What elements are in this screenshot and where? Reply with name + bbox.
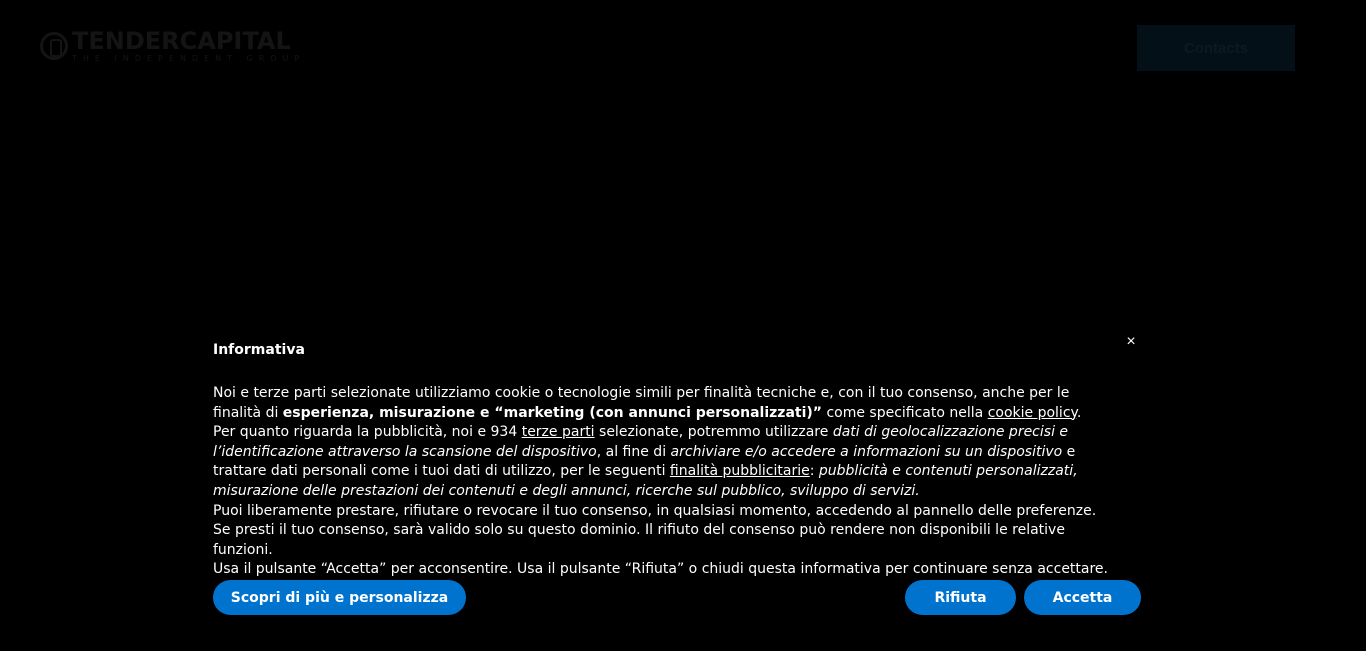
logo[interactable] — [40, 28, 305, 64]
text-segment: Per quanto riguarda la pubblicità, noi e 934 — [213, 424, 522, 441]
accept-button[interactable]: Accetta — [1024, 580, 1141, 615]
cookie-banner — [193, 326, 1161, 636]
reject-button[interactable]: Rifiuta — [905, 580, 1016, 615]
contacts-button[interactable]: Contacts — [1137, 25, 1295, 71]
text-segment: come specificato nella — [822, 404, 988, 421]
text-segment: e trattare dati personali come i tuoi dati di utilizzo, per le seguenti — [213, 443, 1076, 480]
site-header — [0, 0, 1366, 95]
italic-ad-purposes: pubblicità e contenuti personalizzati, misurazione delle prestazioni dei contenuti e degli annunci, ricerche sul pubblico, sviluppo di servizi. — [213, 463, 1078, 499]
text-segment: , al fine di — [596, 443, 671, 460]
text-segment: . — [1076, 404, 1082, 421]
italic-geolocation: dati di geolocalizzazione precisi e l’identificazione attraverso la scansione del dispositivo — [213, 424, 1069, 460]
customize-button[interactable]: Scopri di più e personalizza — [213, 580, 466, 615]
third-parties-link[interactable]: terze parti — [521, 424, 595, 441]
text-segment: selezionate, potremmo utilizzare — [594, 424, 833, 441]
banner-paragraph-advertising — [213, 423, 1118, 501]
text-segment: Noi e terze parti selezionate utilizziamo cookie o tecnologie simili per finalità tecniche e, con il tuo consenso, anche per le finalità di — [213, 385, 1070, 421]
banner-paragraph-instructions: Usa il pulsante “Accetta” per acconsentire. Usa il pulsante “Rifiuta” o chiudi questa informativa per continuare senza accettare. — [213, 561, 1108, 578]
logo-mark-icon — [40, 32, 68, 60]
bold-purposes: esperienza, misurazione e “marketing (con annunci personalizzati)” — [282, 404, 822, 421]
logo-tagline: THE INDEPENDENT GROUP — [72, 54, 306, 63]
banner-paragraph-consent: Puoi liberamente prestare, rifiutare o revocare il tuo consenso, in qualsiasi momento, accedendo al pannello delle preferenze. Se presti il tuo consenso, sarà valido solo su questo dominio. Il rifiuto del consenso può rendere non disponibili le relative funzioni. — [213, 502, 1097, 558]
logo-text — [72, 29, 305, 63]
banner-paragraph-purposes — [213, 384, 1118, 423]
banner-body — [213, 384, 1118, 580]
logo-name: TENDERCAPITAL — [72, 27, 291, 55]
banner-title: Informativa — [213, 342, 305, 358]
close-icon[interactable]: × — [1121, 332, 1141, 352]
advertising-purposes-link[interactable]: finalità pubblicitarie — [669, 463, 810, 480]
text-segment: : — [809, 463, 819, 480]
italic-device-storage: archiviare e/o accedere a informazioni su un dispositivo — [670, 443, 1063, 460]
cookie-policy-link[interactable]: cookie policy — [987, 404, 1077, 421]
